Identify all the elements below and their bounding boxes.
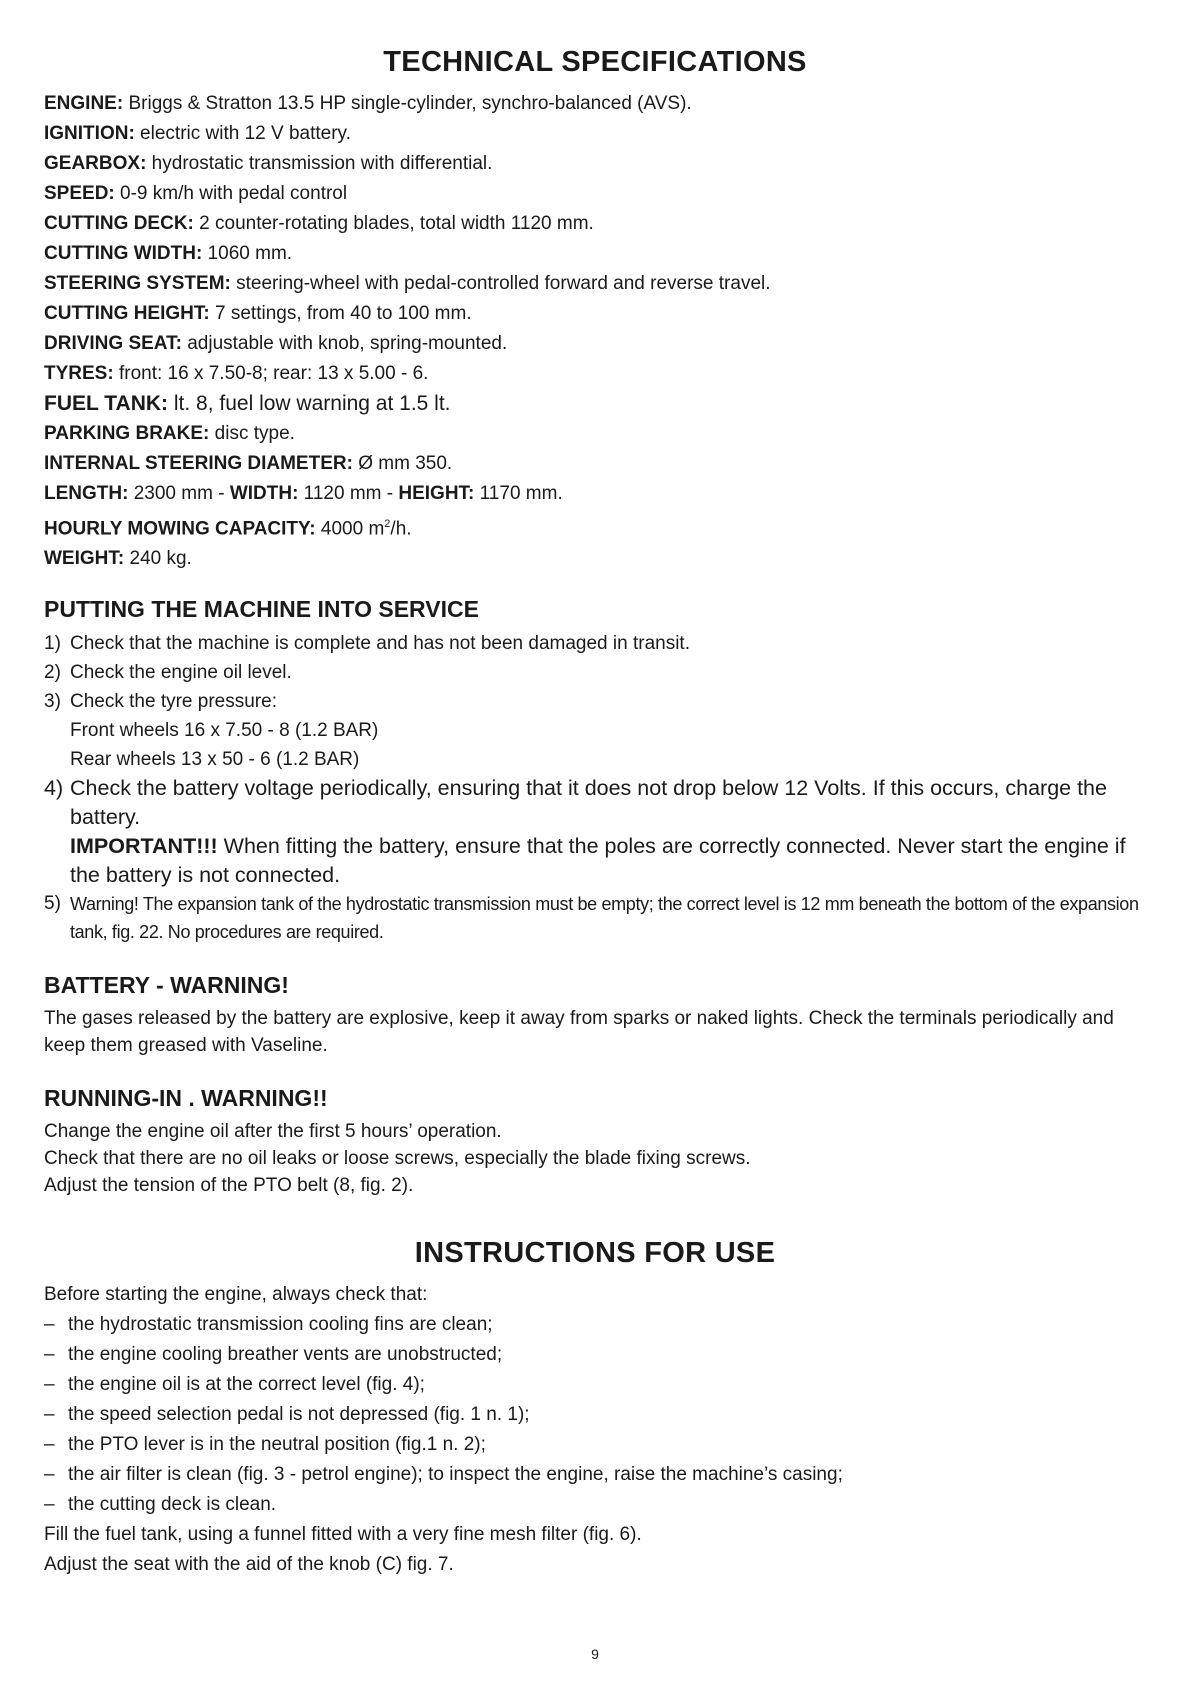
- check-item-3: – the engine oil is at the correct level (fig. 4);: [44, 1374, 425, 1396]
- service-item-4: 4) Check the battery voltage periodically, ensuring that it does not drop below 12 Volts. If this occurs, charge the battery.: [44, 776, 1107, 830]
- running-in-text: [44, 1118, 1146, 1199]
- spec-engine: ENGINE: Briggs & Stratton 13.5 HP single-cylinder, synchro-balanced (AVS).: [44, 93, 692, 114]
- front-wheels-pressure: Front wheels 16 x 7.50 - 8 (1.2 BAR): [70, 720, 379, 742]
- spec-tyres: TYRES: front: 16 x 7.50-8; rear: 13 x 5.00 - 6.: [44, 363, 429, 384]
- spec-parking-brake: PARKING BRAKE: disc type.: [44, 423, 295, 444]
- important-note: IMPORTANT!!! When fitting the battery, ensure that the poles are correctly connected. Never start the engine if the battery is not connected.: [70, 834, 1126, 888]
- running-in-line-1: Change the engine oil after the first 5 hours’ operation.: [44, 1121, 502, 1143]
- spec-cutting-deck: CUTTING DECK: 2 counter-rotating blades, total width 1120 mm.: [44, 213, 594, 234]
- rear-wheels-pressure: Rear wheels 13 x 50 - 6 (1.2 BAR): [70, 749, 360, 771]
- spec-weight: WEIGHT: 240 kg.: [44, 548, 192, 570]
- spec-internal-steering-diameter: INTERNAL STEERING DIAMETER: Ø mm 350.: [44, 453, 453, 474]
- service-item-3: 3) Check the tyre pressure:: [44, 691, 277, 713]
- spec-speed: SPEED: 0-9 km/h with pedal control: [44, 183, 348, 204]
- spec-ignition: IGNITION: electric with 12 V battery.: [44, 123, 351, 144]
- instructions-intro: Before starting the engine, always check that:: [44, 1284, 428, 1306]
- spec-hourly-mowing-capacity: HOURLY MOWING CAPACITY: 4000 $m^2/h$.: [44, 518, 412, 540]
- service-item-5: 5) Warning! The expansion tank of the hydrostatic transmission must be empty; the correct level is 12 mm beneath the bottom of the expansion tank, fig. 22. No procedures are required.: [44, 893, 1139, 943]
- check-item-6: – the air filter is clean (fig. 3 - petrol engine); to inspect the engine, raise the machine’s casing;: [44, 1464, 843, 1486]
- running-in-heading: RUNNING-IN . WARNING!!: [44, 1085, 328, 1112]
- spec-steering-system: STEERING SYSTEM: steering-wheel with pedal-controlled forward and reverse travel.: [44, 273, 771, 294]
- adjust-seat-instruction: Adjust the seat with the aid of the knob (C) fig. 7.: [44, 1554, 454, 1576]
- check-item-5: – the PTO lever is in the neutral position (fig.1 n. 2);: [44, 1434, 486, 1456]
- fill-fuel-instruction: Fill the fuel tank, using a funnel fitted with a very fine mesh filter (fig. 6).: [44, 1524, 642, 1546]
- technical-specifications-title: TECHNICAL SPECIFICATIONS: [383, 46, 807, 78]
- service-item-1: 1) Check that the machine is complete and has not been damaged in transit.: [44, 633, 690, 655]
- spec-cutting-width: CUTTING WIDTH: 1060 mm.: [44, 243, 293, 264]
- spec-list: [44, 89, 1146, 574]
- spec-fuel-tank: FUEL TANK: lt. 8, fuel low warning at 1.5 lt.: [44, 392, 451, 415]
- battery-warning-text: The gases released by the battery are explosive, keep it away from sparks or naked lights. Check the terminals periodically and keep them greased with Vaseline.: [44, 1008, 1114, 1057]
- spec-cutting-height: CUTTING HEIGHT: 7 settings, from 40 to 100 mm.: [44, 303, 472, 324]
- spec-gearbox: GEARBOX: hydrostatic transmission with differential.: [44, 153, 493, 174]
- spec-driving-seat: DRIVING SEAT: adjustable with knob, spring-mounted.: [44, 333, 508, 354]
- instructions-list: [44, 1280, 1146, 1580]
- instructions-for-use-title: INSTRUCTIONS FOR USE: [414, 1237, 776, 1270]
- check-item-1: – the hydrostatic transmission cooling fins are clean;: [44, 1314, 493, 1336]
- check-item-2: – the engine cooling breather vents are unobstructed;: [44, 1344, 503, 1366]
- check-item-4: – the speed selection pedal is not depressed (fig. 1 n. 1);: [44, 1404, 530, 1426]
- page-number: 9: [591, 1646, 599, 1662]
- service-list: [44, 629, 1146, 946]
- battery-warning-heading: BATTERY - WARNING!: [44, 972, 289, 999]
- running-in-line-2: Check that there are no oil leaks or loose screws, especially the blade fixing screws.: [44, 1148, 751, 1170]
- service-item-2: 2) Check the engine oil level.: [44, 662, 292, 684]
- service-heading: PUTTING THE MACHINE INTO SERVICE: [44, 596, 479, 623]
- spec-dimensions: LENGTH: 2300 mm - WIDTH: 1120 mm - HEIGHT: 1170 mm.: [44, 483, 563, 504]
- check-item-7: – the cutting deck is clean.: [44, 1494, 277, 1516]
- running-in-line-3: Adjust the tension of the PTO belt (8, fig. 2).: [44, 1175, 414, 1197]
